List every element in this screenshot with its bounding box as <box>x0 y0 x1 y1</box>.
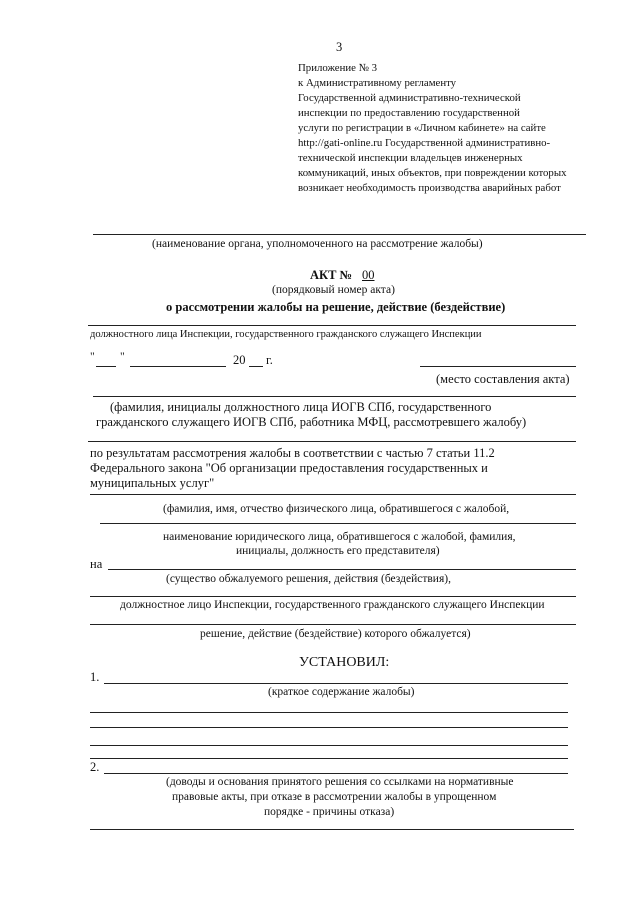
item1-fill-line-3[interactable] <box>90 727 568 728</box>
appendix-line: инспекции по предоставлению государственной <box>298 107 520 119</box>
item2-caption-line: правовые акты, при отказе в рассмотрении жалобы в упрощенном <box>172 791 497 803</box>
item2-number: 2. <box>90 760 100 774</box>
results-text-line: муниципальных услуг" <box>90 476 215 490</box>
official-fill-line[interactable] <box>88 325 576 326</box>
appendix-line: Государственной административно-технической <box>298 92 521 104</box>
official-caption: должностного лица Инспекции, государственного гражданского служащего Инспекции <box>90 329 482 340</box>
appendix-line: технической инспекции владельцев инженерных <box>298 152 523 164</box>
item1-fill-line-5[interactable] <box>90 758 568 759</box>
individual-fill-line[interactable] <box>90 494 576 495</box>
legal-fill-line[interactable] <box>100 523 576 524</box>
reviewer-caption-line: (фамилия, инициалы должностного лица ИОГВ СПб, государственного <box>110 400 492 414</box>
authority-caption: (наименование органа, уполномоченного на рассмотрение жалобы) <box>152 238 483 250</box>
essence-caption: (существо обжалуемого решения, действия (бездействия), <box>166 573 451 585</box>
item2-fill-line[interactable] <box>104 773 568 774</box>
reviewer-fill-line-2[interactable] <box>88 441 576 442</box>
date-close-quote: " <box>120 351 125 363</box>
item1-fill-line[interactable] <box>104 683 568 684</box>
item2-caption-line: порядке - причины отказа) <box>264 806 395 818</box>
date-year-suffix: г. <box>266 353 273 367</box>
on-label: на <box>90 557 103 571</box>
essence-fill-line[interactable] <box>108 569 576 570</box>
official-caption-2: должностное лицо Инспекции, государственного гражданского служащего Инспекции <box>120 599 545 611</box>
item2-fill-line-2[interactable] <box>90 829 574 830</box>
legal-caption-line: инициалы, должность его представителя) <box>236 545 440 557</box>
appendix-line: услуги по регистрации в «Личном кабинете» на сайте <box>298 122 546 134</box>
date-open-quote: " <box>90 351 95 363</box>
established-heading: УСТАНОВИЛ: <box>299 655 390 670</box>
item1-number: 1. <box>90 670 100 684</box>
act-number-caption: (порядковый номер акта) <box>272 284 395 296</box>
reviewer-caption-line: гражданского служащего ИОГВ СПб, работника МФЦ, рассмотревшего жалобу) <box>96 415 527 429</box>
legal-caption-line: наименование юридического лица, обратившегося с жалобой, фамилия, <box>163 531 516 543</box>
act-number[interactable]: 00 <box>362 268 375 282</box>
appendix-line: Приложение № 3 <box>298 62 378 74</box>
place-caption: (место составления акта) <box>436 372 570 386</box>
item1-fill-line-4[interactable] <box>90 745 568 746</box>
authority-fill-line[interactable] <box>93 234 586 235</box>
individual-caption: (фамилия, имя, отчество физического лица, обратившегося с жалобой, <box>163 503 510 515</box>
item1-fill-line-2[interactable] <box>90 712 568 713</box>
act-subject: о рассмотрении жалобы на решение, действие (бездействие) <box>166 300 506 314</box>
results-text-line: Федерального закона "Об организации предоставления государственных и <box>90 461 488 475</box>
date-month-line[interactable] <box>130 366 226 367</box>
results-text-line: по результатам рассмотрения жалобы в соответствии с частью 7 статьи 11.2 <box>90 446 495 460</box>
item2-caption-line: (доводы и основания принятого решения со ссылками на нормативные <box>166 776 514 788</box>
page-number: 3 <box>336 40 343 54</box>
decision-caption: решение, действие (бездействие) которого обжалуется) <box>200 628 471 640</box>
date-year-line[interactable] <box>249 366 263 367</box>
date-day-line[interactable] <box>96 366 116 367</box>
act-title: АКТ № <box>310 268 353 282</box>
decision-fill-line[interactable] <box>90 624 576 625</box>
reviewer-fill-line[interactable] <box>93 396 576 397</box>
appendix-line: возникает необходимость производства аварийных работ <box>298 182 561 194</box>
appendix-line: коммуникаций, иных объектов, при повреждении которых <box>298 167 567 179</box>
official-fill-line-2[interactable] <box>90 596 576 597</box>
appendix-line: http://gati-online.ru Государственной административно- <box>298 137 551 149</box>
appendix-line: к Административному регламенту <box>298 77 457 89</box>
place-fill-line[interactable] <box>420 366 576 367</box>
date-year-prefix: 20 <box>233 353 246 367</box>
item1-caption: (краткое содержание жалобы) <box>268 686 415 698</box>
